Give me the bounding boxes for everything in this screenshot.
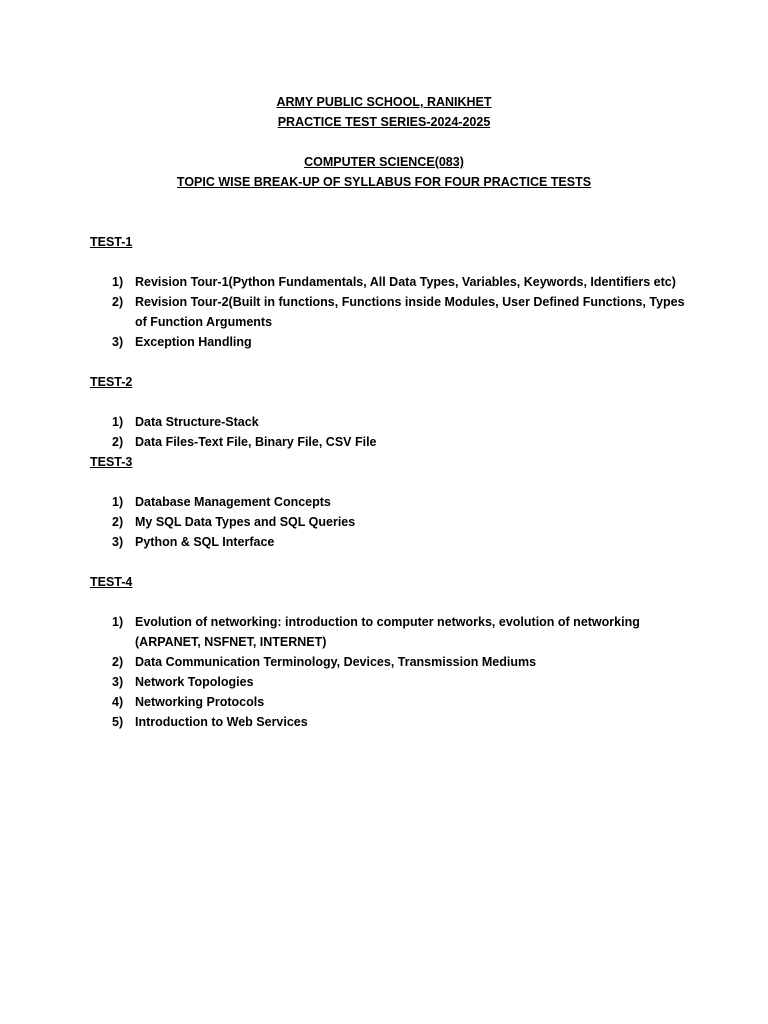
item-number: 2) xyxy=(112,655,124,669)
test-3-heading: TEST-3 xyxy=(90,455,133,469)
test-4-heading: TEST-4 xyxy=(90,575,133,589)
list-item xyxy=(112,292,692,332)
item-number: 1) xyxy=(112,495,124,509)
item-text: Python & SQL Interface xyxy=(135,535,275,549)
list-item xyxy=(112,492,692,512)
list-item xyxy=(112,692,692,712)
item-text: Evolution of networking: introduction to computer networks, evolution of networking (ARPANET, NSFNET, INTERNET) xyxy=(135,615,640,649)
list-item xyxy=(112,412,692,432)
test-1-heading: TEST-1 xyxy=(90,235,133,249)
item-number: 1) xyxy=(112,415,124,429)
subject-title: COMPUTER SCIENCE(083) xyxy=(304,155,464,169)
item-number: 2) xyxy=(112,295,124,309)
item-number: 2) xyxy=(112,435,124,449)
test-2-list xyxy=(112,412,692,452)
test-4-list xyxy=(112,612,692,732)
item-text: Data Communication Terminology, Devices, Transmission Mediums xyxy=(135,655,537,669)
list-item xyxy=(112,712,692,732)
series-title: PRACTICE TEST SERIES-2024-2025 xyxy=(277,115,491,129)
item-text: Data Files-Text File, Binary File, CSV File xyxy=(135,435,377,449)
test-3-list xyxy=(112,492,692,552)
item-text: Exception Handling xyxy=(135,335,252,349)
list-item xyxy=(112,652,692,672)
item-text: Data Structure-Stack xyxy=(135,415,259,429)
item-text: My SQL Data Types and SQL Queries xyxy=(135,515,356,529)
item-number: 2) xyxy=(112,515,124,529)
test-1-list xyxy=(112,272,692,352)
list-item xyxy=(112,332,692,352)
item-text: Revision Tour-2(Built in functions, Functions inside Modules, User Defined Functions, Types of Function Arguments xyxy=(135,295,685,329)
item-text: Network Topologies xyxy=(135,675,254,689)
test-2-heading: TEST-2 xyxy=(90,375,133,389)
item-number: 5) xyxy=(112,715,124,729)
item-text: Database Management Concepts xyxy=(135,495,331,509)
list-item xyxy=(112,532,692,552)
item-text: Introduction to Web Services xyxy=(135,715,308,729)
item-number: 3) xyxy=(112,675,124,689)
list-item xyxy=(112,272,692,292)
list-item xyxy=(112,672,692,692)
item-number: 3) xyxy=(112,535,124,549)
item-number: 1) xyxy=(112,275,124,289)
item-text: Networking Protocols xyxy=(135,695,265,709)
item-text: Revision Tour-1(Python Fundamentals, All Data Types, Variables, Keywords, Identifiers etc) xyxy=(135,275,676,289)
item-number: 4) xyxy=(112,695,124,709)
list-item xyxy=(112,612,692,652)
list-item xyxy=(112,432,692,452)
list-item xyxy=(112,512,692,532)
item-number: 1) xyxy=(112,615,124,629)
item-number: 3) xyxy=(112,335,124,349)
school-name: ARMY PUBLIC SCHOOL, RANIKHET xyxy=(276,95,492,109)
topic-title: TOPIC WISE BREAK-UP OF SYLLABUS FOR FOUR PRACTICE TESTS xyxy=(176,175,592,189)
